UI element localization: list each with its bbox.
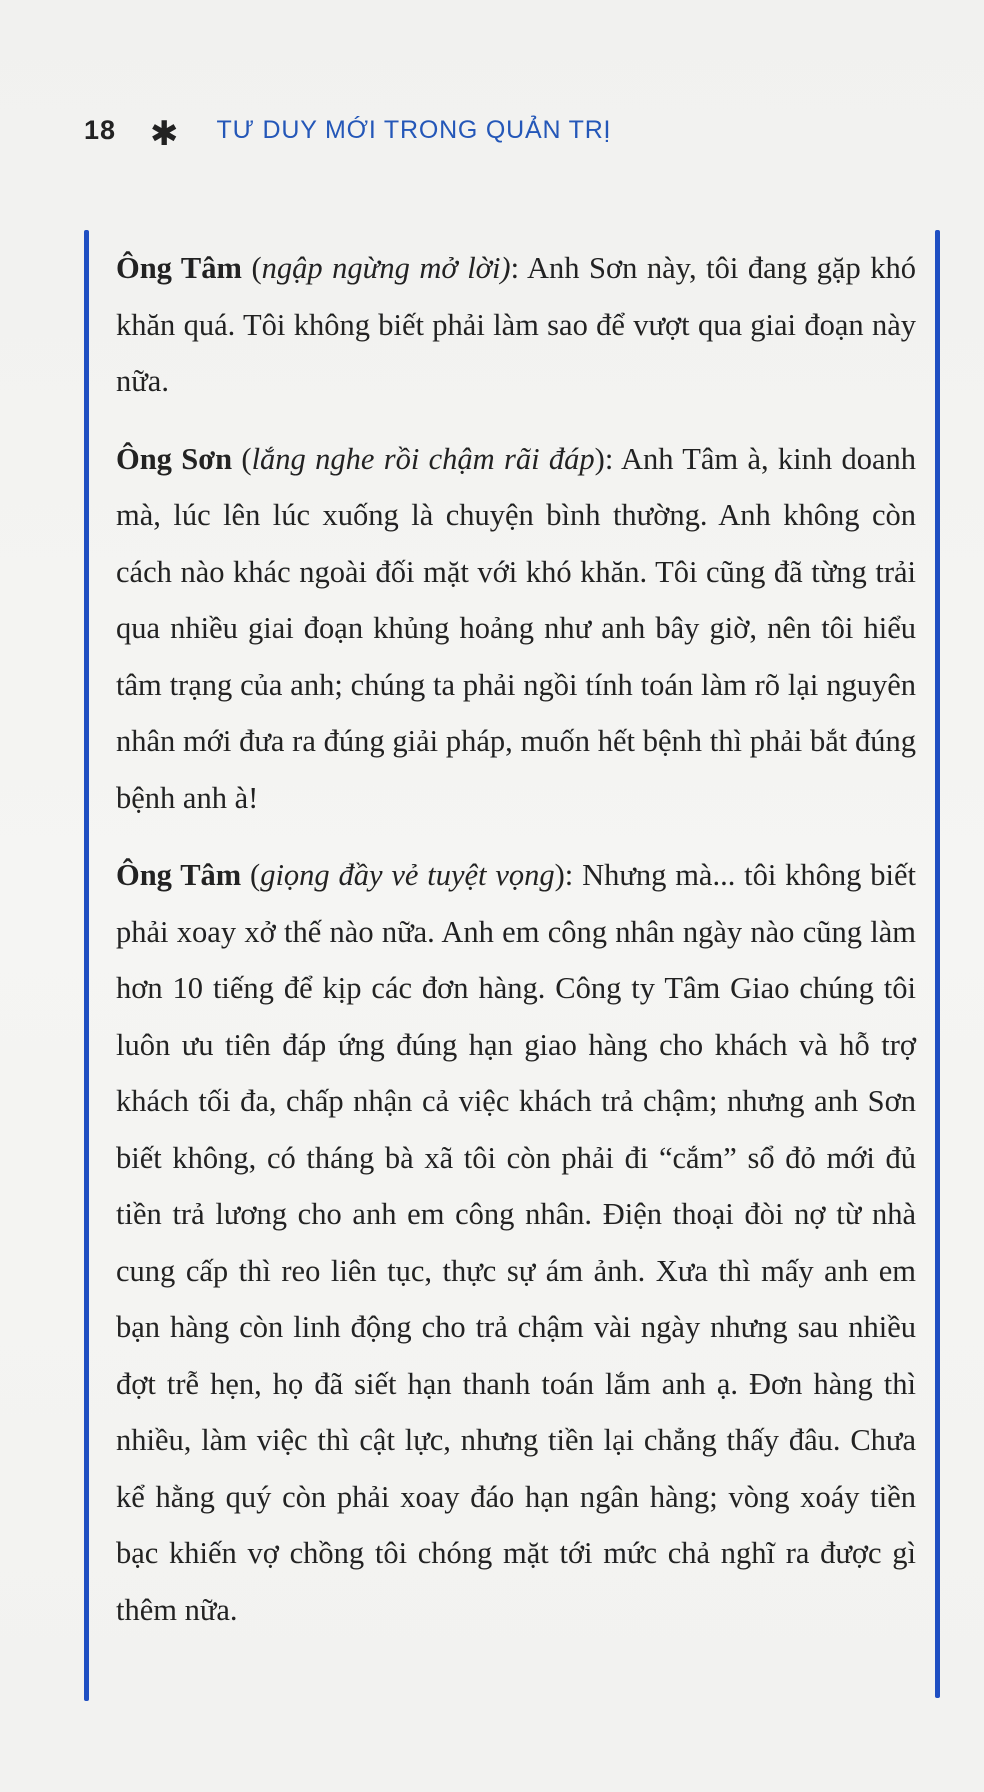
page-number: 18	[84, 114, 117, 145]
dialogue-box	[116, 240, 916, 1659]
speaker-name: Ông Tâm	[116, 251, 242, 285]
dialogue-text: Anh Tâm à, kinh doanh mà, lúc lên lúc xuống là chuyện bình thường. Anh không còn cách nào khác ngoài đối mặt với khó khăn. Tôi cũng đã từng trải qua nhiều giai đoạn khủng hoảng như anh bây giờ, nên tôi hiểu tâm trạng của anh; chúng ta phải ngồi tính toán làm rõ lại nguyên nhân mới đưa ra đúng giải pháp, muốn hết bệnh thì phải bắt đúng bệnh anh à!	[116, 441, 916, 815]
dialogue-paragraph	[116, 847, 916, 1638]
stage-direction: giọng đầy vẻ tuyệt vọng	[260, 858, 555, 892]
aside-open: (	[241, 858, 261, 892]
aside-close: ):	[594, 441, 621, 476]
aside-close: ):	[554, 858, 583, 892]
speaker-name: Ông Tâm	[116, 858, 242, 892]
aside-open: (	[232, 441, 252, 476]
aside-open: (	[241, 251, 262, 285]
box-left-border	[84, 230, 89, 1701]
page-header	[84, 108, 611, 152]
dialogue-text: Anh Sơn này, tôi đang gặp khó khăn quá. Tôi không biết phải làm sao để vượt qua giai đoạn này nữa.	[116, 251, 917, 398]
dialogue-paragraph	[116, 431, 916, 827]
speaker-name: Ông Sơn	[116, 441, 233, 476]
stage-direction: lắng nghe rồi chậm rãi đáp	[251, 441, 595, 476]
dialogue-text: Nhưng mà... tôi không biết phải xoay xở thế nào nữa. Anh em công nhân ngày nào cũng làm hơn 10 tiếng để kịp các đơn hàng. Công ty Tâm Giao chúng tôi luôn ưu tiên đáp ứng đúng hạn giao hàng cho khách và hỗ trợ khách tối đa, chấp nhận cả việc khách trả chậm; nhưng anh Sơn biết không, có tháng bà xã tôi còn phải đi “cắm” sổ đỏ mới đủ tiền trả lương cho anh em công nhân. Điện thoại đòi nợ từ nhà cung cấp thì reo liên tục, thực sự ám ảnh. Xưa thì mấy anh em bạn hàng còn linh động cho trả chậm vài ngày nhưng sau nhiều đợt trễ hẹn, họ đã siết hạn thanh toán lắm anh ạ. Đơn hàng thì nhiều, làm việc thì cật lực, nhưng tiền lại chẳng thấy đâu. Chưa kể hằng quý còn phải xoay đáo hạn ngân hàng; vòng xoáy tiền bạc khiến vợ chồng tôi chóng mặt tới mức chả nghĩ ra được gì thêm nữa.	[116, 858, 916, 1627]
dialogue-paragraph	[116, 240, 916, 410]
stage-direction: ngập ngừng mở lời)	[261, 251, 511, 285]
asterisk-separator-icon: ✱	[150, 114, 179, 154]
aside-close: :	[510, 251, 527, 285]
box-right-border	[935, 230, 940, 1698]
running-title: TƯ DUY MỚI TRONG QUẢN TRỊ	[216, 115, 612, 144]
